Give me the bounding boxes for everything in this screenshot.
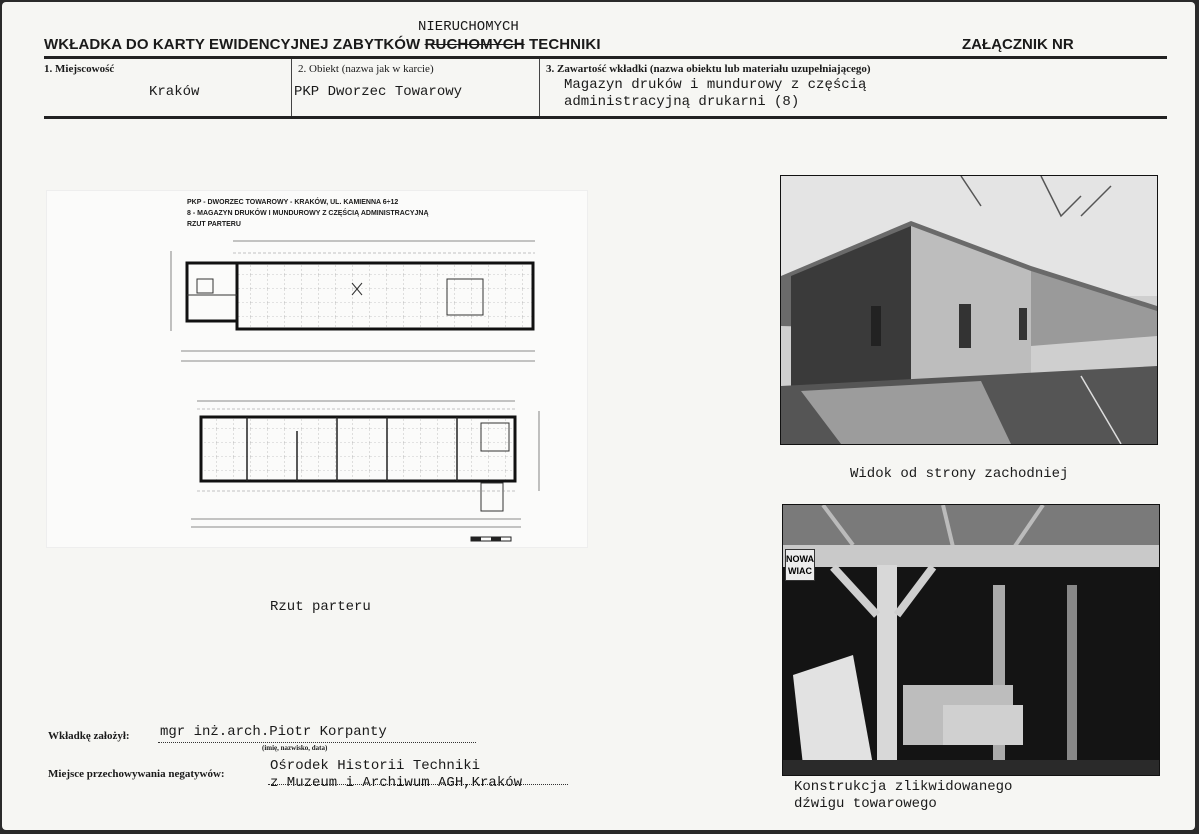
lift-structure-image xyxy=(783,505,1159,775)
form-title xyxy=(44,36,601,53)
photo-top-caption: Widok od strony zachodniej xyxy=(850,466,1069,482)
plan-lower xyxy=(191,401,539,541)
author-dotted-line xyxy=(158,742,476,743)
author-hint: (imię, nazwisko, data) xyxy=(262,744,328,752)
form-title-prefix: WKŁADKA DO KARTY EWIDENCYJNEJ ZABYTKÓW xyxy=(44,36,421,53)
locality-value: Kraków xyxy=(149,84,200,100)
annex-label: ZAŁĄCZNIK NR xyxy=(962,36,1074,53)
content-value-line1: Magazyn druków i mundurowy z częścią xyxy=(564,77,867,93)
author-label: Wkładkę założył: xyxy=(48,730,130,742)
sign-line2: WIAC xyxy=(788,566,812,576)
object-label: 2. Obiekt (nazwa jak w karcie) xyxy=(298,63,434,75)
header-rule-bottom xyxy=(44,116,1167,119)
plan-title-line1: PKP - DWORZEC TOWAROWY - KRAKÓW, UL. KAMIENNA 6÷12 xyxy=(187,199,399,206)
struck-word: RUCHOMYCH xyxy=(424,36,525,53)
author-value: mgr inż.arch.Piotr Korpanty xyxy=(160,724,387,740)
content-label: 3. Zawartość wkładki (nazwa obiektu lub materiału uzupełniającego) xyxy=(546,63,871,75)
locality-label: 1. Miejscowość xyxy=(44,63,115,75)
sign-line1: NOWA xyxy=(786,554,814,564)
photo-bottom-caption-line1: Konstrukcja zlikwidowanego xyxy=(794,779,1013,795)
plan-drawing xyxy=(47,191,587,547)
plan-caption: Rzut parteru xyxy=(270,599,371,615)
header-rule-top xyxy=(44,56,1167,59)
warehouse-exterior-image xyxy=(781,176,1157,444)
photo-west-view xyxy=(780,175,1158,445)
plan-title-line2: 8 - MAGAZYN DRUKÓW I MUNDUROWY Z CZĘŚCIĄ ADMINISTRACYJNĄ xyxy=(187,210,429,217)
typed-correction: NIERUCHOMYCH xyxy=(418,19,519,35)
plan-upper xyxy=(171,241,535,361)
photo-bottom-caption-line2: dźwigu towarowego xyxy=(794,796,937,812)
floor-plan xyxy=(46,190,588,548)
storage-line2: z Muzeum i Archiwum AGH,Kraków xyxy=(270,775,523,791)
storage-line1: Ośrodek Historii Techniki xyxy=(270,758,481,774)
record-card xyxy=(2,2,1195,830)
field-divider xyxy=(291,59,292,116)
field-divider xyxy=(539,59,540,116)
sign-board xyxy=(785,549,815,581)
content-value-line2: administracyjną drukarni (8) xyxy=(564,94,800,110)
photo-lift-structure xyxy=(782,504,1160,776)
plan-title-line3: RZUT PARTERU xyxy=(187,221,241,228)
storage-label: Miejsce przechowywania negatywów: xyxy=(48,768,225,780)
form-title-suffix: TECHNIKI xyxy=(528,36,601,53)
object-value: PKP Dworzec Towarowy xyxy=(294,84,463,100)
